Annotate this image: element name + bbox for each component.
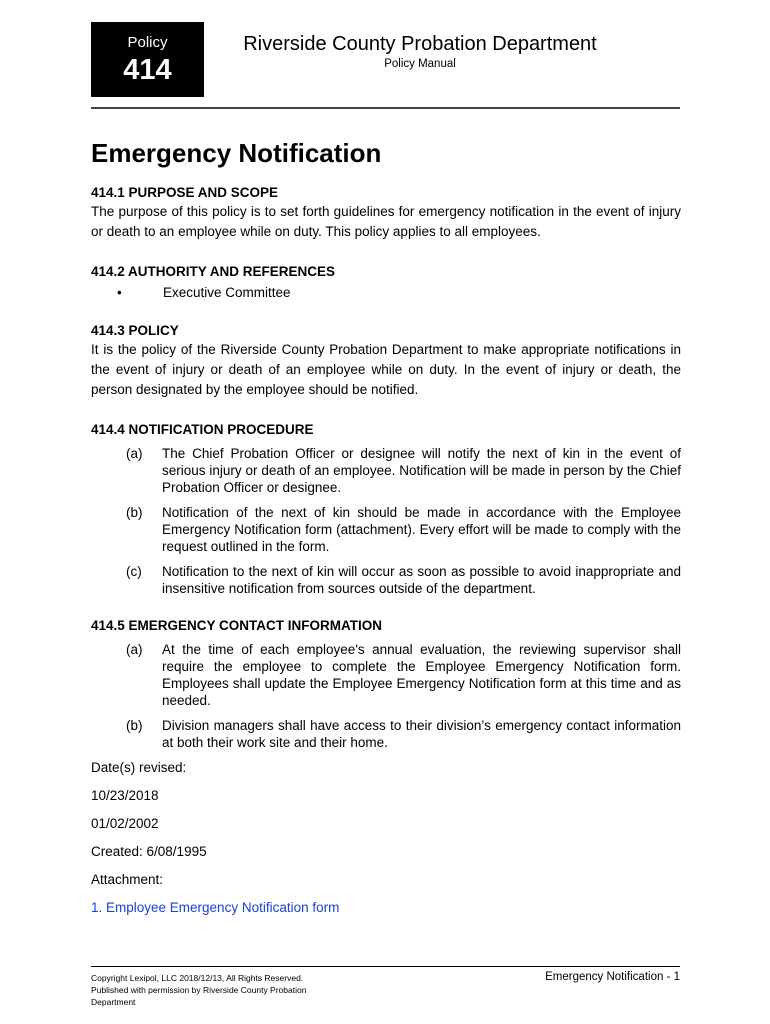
attachment-link[interactable]: 1. Employee Emergency Notification form xyxy=(91,900,340,915)
section-heading: 414.2 AUTHORITY AND REFERENCES xyxy=(91,264,336,279)
revision-date: 10/23/2018 xyxy=(91,788,159,803)
header-divider xyxy=(91,107,680,109)
list-item xyxy=(91,641,681,709)
footer-permission: Published with permission by Riverside County Probation Department xyxy=(91,985,307,1007)
section-text: It is the policy of the Riverside County Probation Department to make appropriate notifications in the event of injury or death of an employee while on duty. In the event of injury or death, the person designated by the employee should be notified. xyxy=(91,342,681,397)
bullet-mark: • xyxy=(117,285,122,300)
policy-number: 414 xyxy=(123,54,172,86)
section-policy xyxy=(91,322,681,400)
list-item-text: Division managers shall have access to their division’s emergency contact information at both their work site and their home. xyxy=(162,718,681,750)
list-item-mark: (b) xyxy=(126,505,143,520)
list-item-text: Notification of the next of kin should be made in accordance with the Employee Emergency Notification form (attachment). Every effort will be made to comply with the request outlined in the form. xyxy=(162,505,681,554)
section-authority-references xyxy=(91,263,681,302)
attachment-label: Attachment: xyxy=(91,872,164,887)
page-title: Emergency Notification xyxy=(91,138,382,168)
list-item xyxy=(91,445,681,496)
list-item-mark: (c) xyxy=(126,564,142,579)
section-heading: 414.3 POLICY xyxy=(91,323,179,338)
document-body xyxy=(91,137,681,917)
section-emergency-contact xyxy=(91,617,681,751)
footer-copyright-block xyxy=(91,972,331,1008)
list-item-text: Notification to the next of kin will occur as soon as possible to avoid inappropriate and insensitive notification from sources outside of the department. xyxy=(162,564,681,596)
revised-label: Date(s) revised: xyxy=(91,760,187,775)
list-item xyxy=(91,284,681,302)
section-purpose-scope xyxy=(91,184,681,242)
list-item xyxy=(91,717,681,751)
revision-date: 01/02/2002 xyxy=(91,816,159,831)
list-item-mark: (b) xyxy=(126,718,143,733)
revision-history xyxy=(91,759,681,917)
section-heading: 414.4 NOTIFICATION PROCEDURE xyxy=(91,422,314,437)
footer-divider xyxy=(91,966,680,967)
section-heading: 414.1 PURPOSE AND SCOPE xyxy=(91,185,279,200)
list-item xyxy=(91,504,681,555)
list-item-mark: (a) xyxy=(126,642,143,657)
section-text: The purpose of this policy is to set forth guidelines for emergency notification in the event of injury or death to an employee while on duty. This policy applies to all employees. xyxy=(91,204,681,239)
list-item-text: At the time of each employee's annual evaluation, the reviewing supervisor shall require the employee to complete the Employee Emergency Notification form. Employees shall update the Employee Emergency Notification form at this time and as needed. xyxy=(162,642,681,708)
manual-subtitle: Policy Manual xyxy=(384,58,456,70)
policy-label: Policy xyxy=(127,34,168,51)
section-heading: 414.5 EMERGENCY CONTACT INFORMATION xyxy=(91,618,383,633)
footer-page-label: Emergency Notification - 1 xyxy=(545,971,680,983)
section-notification-procedure xyxy=(91,421,681,597)
list-item xyxy=(91,563,681,597)
footer-copyright: Copyright Lexipol, LLC 2018/12/13, All Rights Reserved. xyxy=(91,973,304,983)
department-title: Riverside County Probation Department xyxy=(243,33,597,55)
policy-number-box xyxy=(91,22,204,97)
list-item-text: The Chief Probation Officer or designee will notify the next of kin in the event of serious injury or death of an employee. Notification will be made in person by the Chief Probation Officer or designee. xyxy=(162,446,681,495)
created-date: Created: 6/08/1995 xyxy=(91,844,207,859)
list-item-text: Executive Committee xyxy=(163,285,291,300)
list-item-mark: (a) xyxy=(126,446,143,461)
